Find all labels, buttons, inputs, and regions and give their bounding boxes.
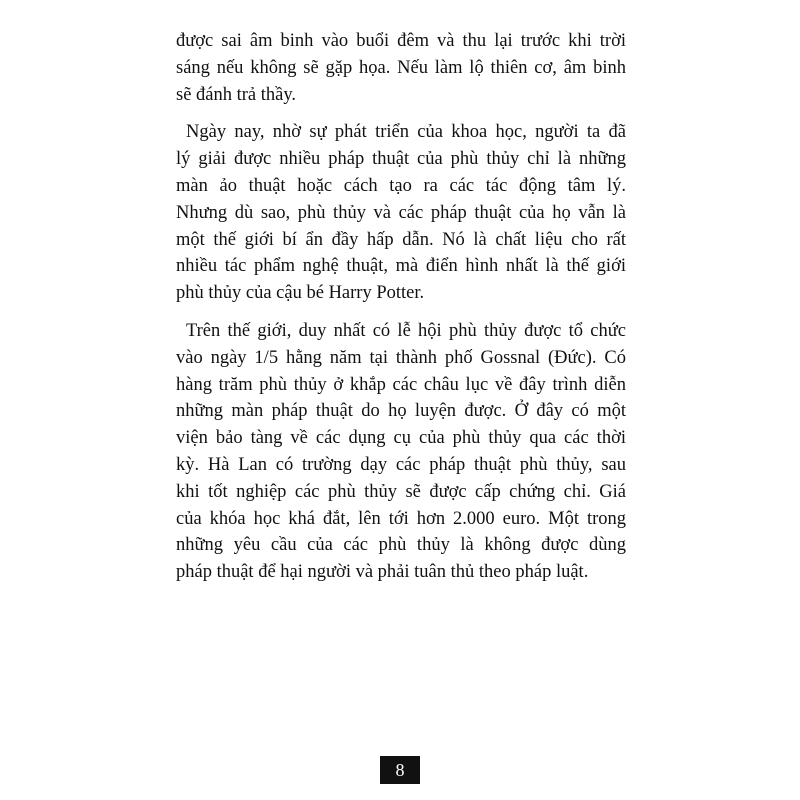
text-line: phù thủy của cậu bé Harry Potter. bbox=[176, 283, 425, 304]
text-line: một thế giới bí ẩn đầy hấp dẫn. Nó là chất liệu cho rất bbox=[176, 229, 626, 250]
page-number bbox=[380, 756, 420, 784]
paragraph-1 bbox=[176, 28, 626, 108]
text-line: hàng trăm phù thủy ở khắp các châu lục về đây trình diễn bbox=[176, 374, 626, 395]
body-text bbox=[176, 28, 626, 597]
paragraph-3 bbox=[176, 318, 626, 586]
text-line: khi tốt nghiệp các phù thủy sẽ được cấp chứng chỉ. Giá bbox=[176, 481, 626, 502]
text-line: màn ảo thuật hoặc cách tạo ra các tác động tâm lý. bbox=[176, 175, 626, 196]
text-line: những yêu cầu của các phù thủy là không được dùng bbox=[176, 535, 626, 556]
text-line: sẽ đánh trả thầy. bbox=[176, 84, 297, 105]
text-line: pháp thuật để hại người và phải tuân thủ theo pháp luật. bbox=[176, 562, 589, 583]
text-line: lý giải được nhiều pháp thuật của phù thủy chỉ là những bbox=[176, 149, 626, 170]
text-line: những màn pháp thuật do họ luyện được. Ở đây có một bbox=[176, 401, 626, 422]
text-line: được sai âm binh vào buổi đêm và thu lại trước khi trời bbox=[176, 31, 626, 51]
text-line: Nhưng dù sao, phù thủy và các pháp thuật của họ vẫn là bbox=[176, 202, 626, 223]
text-line: của khóa học khá đắt, lên tới hơn 2.000 euro. Một trong bbox=[176, 508, 626, 529]
text-line: kỳ. Hà Lan có trường dạy các pháp thuật phù thủy, sau bbox=[176, 454, 626, 475]
page-number-label: 8 bbox=[395, 759, 405, 780]
text-line: nhiều tác phẩm nghệ thuật, mà điển hình nhất là thế giới bbox=[176, 256, 626, 277]
text-line: viện bảo tàng về các dụng cụ của phù thủy qua các thời bbox=[176, 428, 626, 449]
paragraph-2 bbox=[176, 119, 626, 307]
text-line: Ngày nay, nhờ sự phát triển của khoa học, người ta đã bbox=[186, 122, 626, 143]
text-line: vào ngày 1/5 hằng năm tại thành phố Gossnal (Đức). Có bbox=[176, 347, 626, 368]
text-line: Trên thế giới, duy nhất có lễ hội phù thủy được tổ chức bbox=[186, 320, 626, 341]
text-line: sáng nếu không sẽ gặp họa. Nếu làm lộ thiên cơ, âm binh bbox=[176, 57, 626, 78]
